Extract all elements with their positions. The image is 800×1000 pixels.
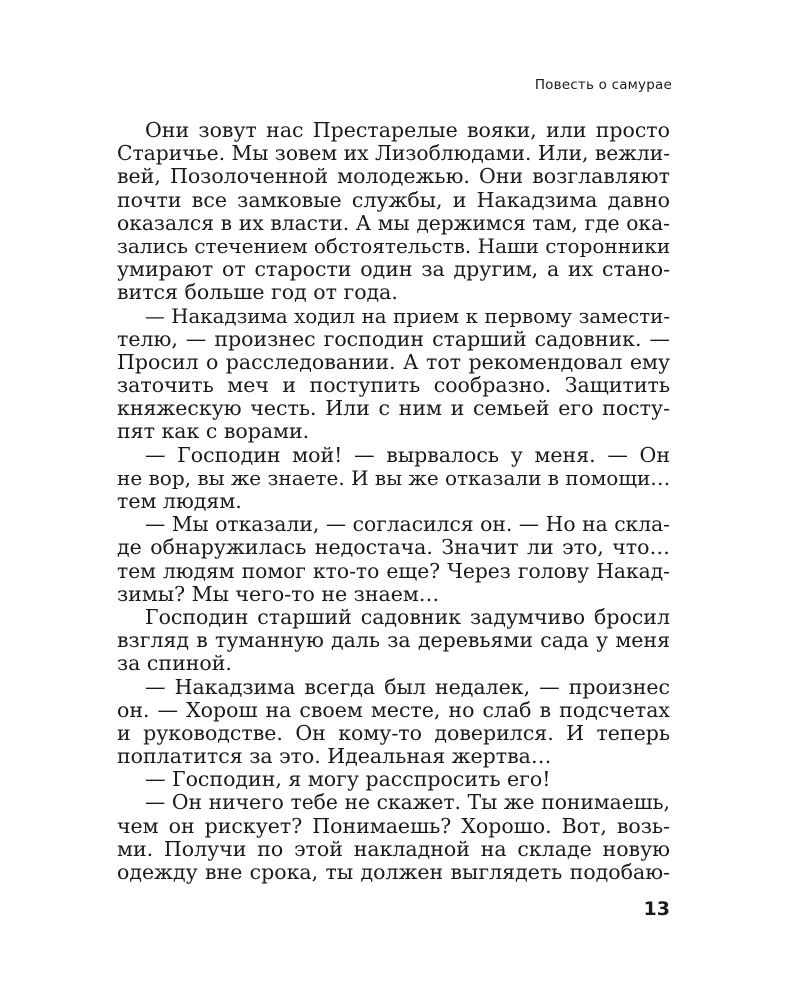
text-line: — Накадзима ходил на прием к первому замести- [145,304,670,328]
text-line: оказался в их власти. А мы держимся там, где ока- [117,210,670,235]
text-line: он. — Хорош на своем месте, но слаб в подсчетах [117,697,670,722]
text-line: тем людям помог кто-то еще? Через голову Накад- [117,558,670,583]
body-text [117,119,670,884]
text-line: вится больше год от года. [117,280,398,305]
text-line: де обнаружилась недостача. Значит ли это, что… [117,535,670,560]
text-line: заточить меч и поступить сообразно. Защитить [117,373,670,398]
text-line: Они зовут нас Престарелые вояки, или просто [145,118,670,142]
text-line: Старичье. Мы зовем их Лизоблюдами. Или, вежли- [117,141,671,166]
text-line: ми. Получи по этой накладной на складе новую [117,836,670,861]
text-line: зимы? Мы чего-то не знаем… [117,581,440,606]
text-line: княжескую честь. Или с ним и семьей его посту- [117,396,670,421]
text-line: пят как с ворами. [117,419,310,444]
text-line: за спиной. [117,651,232,676]
text-line: умирают от старости один за другим, а их стано- [117,257,670,282]
text-line: телю, — произнес господин старший садовник. — [117,326,670,351]
text-line: взгляд в туманную даль за деревьями сада у меня [117,628,670,653]
text-line: Просил о расследовании. А тот рекомендовал ему [117,349,670,374]
text-line: одежду вне срока, ты должен выглядеть подобаю- [117,860,670,884]
text-line: вей, Позолоченной молодежью. Они возглавляют [117,164,670,189]
text-line: зались стечением обстоятельств. Наши сторонники [117,233,671,258]
text-line: Господин старший садовник задумчиво бросил [145,604,670,629]
text-line: — Мы отказали, — согласился он. — Но на скла- [145,512,670,537]
text-line: и руководстве. Он кому-то доверился. И теперь [117,720,670,745]
text-line: не вор, вы же знаете. И вы же отказали в помощи… [117,465,671,490]
running-head: Повесть о самурае [534,77,672,93]
text-line: тем людям. [117,489,242,513]
text-line: — Господин, я могу расспросить его! [145,767,551,792]
page-number: 13 [643,898,670,920]
text-line: — Он ничего тебе не скажет. Ты же понимаешь, [145,790,670,815]
text-line: — Накадзима всегда был недалек, — произнес [145,674,670,699]
text-line: — Господин мой! — вырвалось у меня. — Он [145,442,670,467]
text-line: почти все замковые службы, и Накадзима давно [117,187,670,212]
text-line: поплатится за это. Идеальная жертва… [117,744,552,769]
text-line: чем он рискует? Понимаешь? Хорошо. Вот, возь- [117,813,670,838]
